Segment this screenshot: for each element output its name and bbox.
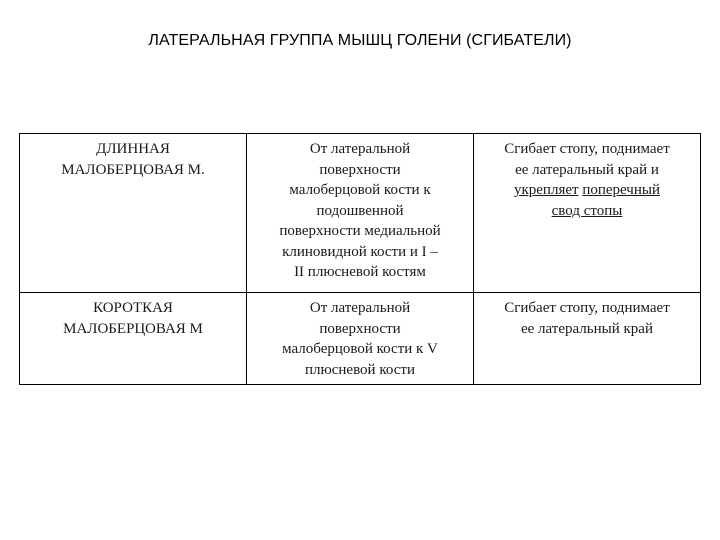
muscle-name-cell xyxy=(20,134,247,293)
muscle-name-cell xyxy=(20,293,247,385)
origin-line: От латеральной xyxy=(309,141,411,157)
function-line: Сгибает стопу, поднимает xyxy=(504,141,670,157)
origin-line: малоберцовой кости к xyxy=(289,182,431,198)
function-cell xyxy=(474,293,701,385)
function-line-underlined: свод стопы xyxy=(551,202,623,219)
function-line xyxy=(478,180,696,201)
origin-line: подошвенной xyxy=(316,202,404,219)
muscle-name-line: ДЛИННАЯ xyxy=(96,141,170,157)
muscle-name-line: МАЛОБЕРЦОВАЯ М. xyxy=(61,161,205,178)
origin-line: II плюсневой костям xyxy=(294,264,426,280)
origin-line: клиновидной кости и I – xyxy=(282,243,438,260)
origin-line: плюсневой кости xyxy=(305,361,415,378)
origin-insertion-cell xyxy=(247,134,474,293)
origin-line: поверхности xyxy=(319,320,401,337)
function-line: ее латеральный край и xyxy=(515,161,659,178)
origin-insertion-cell xyxy=(247,293,474,385)
muscle-table xyxy=(19,133,701,385)
function-cell xyxy=(474,134,701,293)
function-line: ее латеральный край xyxy=(520,320,653,337)
muscle-name-line: МАЛОБЕРЦОВАЯ М xyxy=(63,320,203,337)
origin-line: поверхности xyxy=(319,161,401,178)
origin-line: От латеральной xyxy=(309,300,411,316)
muscle-name-line: КОРОТКАЯ xyxy=(93,300,173,316)
table-row xyxy=(20,293,701,385)
function-line: Сгибает стопу, поднимает xyxy=(504,300,670,316)
origin-line: малоберцовой кости к V xyxy=(282,341,438,357)
function-word-underlined: поперечный xyxy=(582,182,660,198)
page-title: ЛАТЕРАЛЬНАЯ ГРУППА МЫШЦ ГОЛЕНИ (СГИБАТЕЛИ) xyxy=(148,32,572,49)
table-row xyxy=(20,134,701,293)
function-word-underlined: укрепляет xyxy=(513,182,579,198)
origin-line: поверхности медиальной xyxy=(279,223,441,239)
